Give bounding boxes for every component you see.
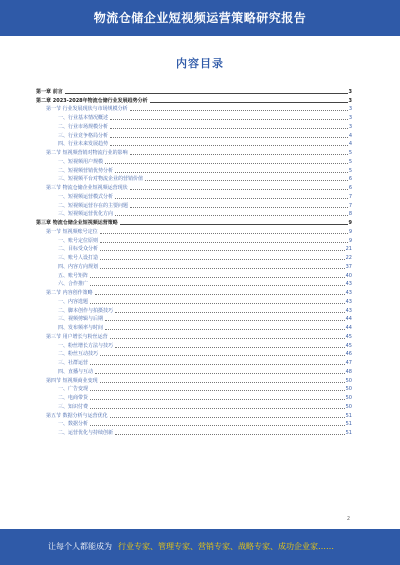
dot-leader	[90, 364, 345, 365]
toc-entry-label: 二、行业市场规模分析	[58, 123, 109, 130]
toc-entry-label: 第三节 物流仓储企业短视频运营现状	[46, 185, 128, 191]
toc-entry[interactable]	[36, 401, 352, 410]
dot-leader	[90, 303, 345, 304]
dot-leader	[105, 320, 345, 321]
toc-entry[interactable]	[36, 121, 352, 130]
toc-entry-page: 7	[348, 193, 352, 200]
toc-entry-label: 三、社群运营	[58, 360, 89, 366]
dot-leader	[110, 338, 345, 339]
toc-entry[interactable]	[36, 261, 352, 270]
dot-leader	[115, 347, 345, 348]
toc-entry-label: 第二节 内容创作策略	[46, 290, 93, 296]
toc-entry-page: 51	[345, 421, 352, 428]
dot-leader	[130, 207, 348, 208]
table-of-contents	[36, 86, 352, 436]
toc-entry[interactable]	[36, 217, 352, 226]
toc-entry[interactable]	[36, 375, 352, 384]
dot-leader	[95, 373, 345, 374]
toc-entry-label: 三、视频剪辑与后期	[58, 316, 104, 323]
dot-leader	[150, 102, 348, 103]
toc-entry-page: 4	[348, 141, 352, 148]
toc-entry[interactable]	[36, 410, 352, 419]
toc-entry[interactable]	[36, 209, 352, 218]
toc-entry[interactable]	[36, 235, 352, 244]
toc-entry-label: 第三节 用户增长与粉丝运营	[46, 333, 108, 340]
toc-entry-page: 43	[345, 281, 352, 288]
toc-entry-page: 45	[345, 333, 352, 340]
toc-entry[interactable]	[36, 252, 352, 261]
toc-entry-page: 43	[345, 307, 352, 314]
toc-entry-label: 二、电商带货	[58, 395, 89, 401]
toc-entry[interactable]	[36, 419, 352, 428]
toc-entry-page: 7	[348, 202, 352, 209]
toc-entry-label: 二、粉丝互动技巧	[58, 351, 99, 358]
dot-leader	[90, 390, 345, 391]
toc-entry-page: 50	[345, 403, 352, 410]
toc-entry[interactable]	[36, 331, 352, 340]
header-banner	[0, 0, 400, 36]
toc-entry[interactable]	[36, 112, 352, 121]
dot-leader	[145, 180, 348, 181]
toc-entry-label: 四、行业未来发展趋势	[58, 141, 109, 148]
toc-entry-label: 二、脚本创作与拍摄技巧	[58, 307, 114, 314]
dot-leader	[115, 215, 348, 216]
dot-leader	[90, 425, 345, 426]
toc-entry-label: 三、知识付费	[58, 403, 89, 410]
dot-leader	[100, 382, 345, 383]
toc-entry-page: 3	[348, 106, 352, 113]
toc-entry-page: 46	[345, 351, 352, 358]
toc-entry-page: 4	[348, 132, 352, 139]
toc-entry-label: 一、短视频用户规模	[58, 158, 104, 165]
toc-entry[interactable]	[36, 86, 352, 95]
toc-entry-page: 3	[348, 88, 352, 95]
toc-entry-page: 47	[345, 360, 352, 366]
toc-entry-page: 9	[348, 220, 352, 226]
dot-leader	[95, 294, 345, 295]
toc-entry-label: 第四节 短视频商业变现	[46, 377, 98, 384]
footer-slogan-roles: 行业专家、管理专家、营销专家、战略专家、成功企业家……	[118, 542, 334, 551]
toc-entry-label: 三、短视频平台对物流企业的营销价值	[58, 176, 144, 183]
toc-entry-page: 5	[348, 150, 352, 156]
toc-entry-page: 43	[345, 290, 352, 296]
toc-heading: 内容目录	[176, 57, 224, 70]
toc-entry-label: 三、短视频运营优化方向	[58, 211, 114, 218]
toc-entry-label: 一、广告变现	[58, 386, 89, 393]
toc-entry-page: 48	[345, 368, 352, 375]
toc-entry-label: 四、内容方向规划	[58, 263, 99, 270]
dot-leader	[100, 250, 345, 251]
toc-entry-page: 22	[345, 255, 352, 261]
dot-leader	[105, 329, 345, 330]
toc-entry-page: 6	[348, 176, 352, 183]
dot-leader	[115, 434, 345, 435]
toc-entry-page: 50	[345, 377, 352, 384]
toc-entry-label: 五、账号矩阵	[58, 272, 89, 279]
toc-entry[interactable]	[36, 279, 352, 288]
toc-entry[interactable]	[36, 349, 352, 358]
toc-entry[interactable]	[36, 104, 352, 113]
toc-entry[interactable]	[36, 384, 352, 393]
dot-leader	[100, 242, 348, 243]
toc-entry-page: 51	[345, 430, 352, 436]
toc-entry-page: 44	[345, 325, 352, 331]
toc-entry-page: 50	[345, 395, 352, 401]
dot-leader	[130, 154, 348, 155]
toc-entry-page: 21	[345, 246, 352, 253]
toc-entry[interactable]	[36, 314, 352, 323]
toc-entry-label: 一、行业基本情况概述	[58, 115, 109, 121]
toc-entry[interactable]	[36, 200, 352, 209]
toc-entry-label: 第五节 数据分析与运营优化	[46, 412, 108, 419]
toc-entry-page: 9	[348, 237, 352, 244]
dot-leader	[115, 198, 348, 199]
toc-entry[interactable]	[36, 366, 352, 375]
toc-entry-page: 3	[348, 115, 352, 121]
dot-leader	[130, 110, 348, 111]
toc-entry-page: 37	[345, 263, 352, 270]
toc-entry-page: 5	[348, 158, 352, 165]
dot-leader	[105, 163, 348, 164]
toc-entry-label: 二、短视频营销优势分析	[58, 167, 114, 174]
toc-entry-label: 二、运营优化与持续创新	[58, 430, 114, 436]
toc-entry-label: 二、目标受众分析	[58, 246, 99, 253]
toc-entry-page: 50	[345, 386, 352, 393]
dot-leader	[90, 399, 345, 400]
toc-entry-page: 44	[345, 316, 352, 323]
dot-leader	[110, 145, 348, 146]
toc-entry-page: 45	[345, 342, 352, 349]
toc-entry[interactable]	[36, 270, 352, 279]
toc-entry-label: 第二章 2023-2028年物流仓储行业发展趋势分析	[36, 97, 148, 104]
toc-entry-page: 43	[345, 298, 352, 305]
report-title: 物流仓储企业短视频运营策略研究报告	[93, 11, 307, 25]
toc-entry[interactable]	[36, 357, 352, 366]
toc-entry-label: 第二节 短视频营销对物流行业的影响	[46, 150, 128, 156]
toc-entry[interactable]	[36, 165, 352, 174]
toc-entry-page: 3	[348, 123, 352, 130]
toc-entry[interactable]	[36, 130, 352, 139]
dot-leader	[100, 259, 345, 260]
footer-banner	[0, 529, 400, 565]
toc-entry[interactable]	[36, 287, 352, 296]
toc-entry-label: 一、内容选题	[58, 298, 89, 305]
toc-entry-page: 40	[345, 272, 352, 279]
toc-entry-page: 9	[348, 228, 352, 235]
dot-leader	[65, 93, 348, 94]
dot-leader	[110, 119, 348, 120]
toc-entry[interactable]	[36, 174, 352, 183]
dot-leader	[100, 355, 345, 356]
toc-entry[interactable]	[36, 296, 352, 305]
toc-entry[interactable]	[36, 182, 352, 191]
toc-entry[interactable]	[36, 147, 352, 156]
toc-entry[interactable]	[36, 322, 352, 331]
toc-entry[interactable]	[36, 305, 352, 314]
dot-leader	[130, 189, 348, 190]
toc-entry[interactable]	[36, 139, 352, 148]
toc-entry-label: 三、行业竞争格局分析	[58, 132, 109, 139]
dot-leader	[115, 172, 348, 173]
toc-entry-page: 3	[348, 97, 352, 104]
toc-entry[interactable]	[36, 95, 352, 104]
dot-leader	[90, 285, 345, 286]
toc-entry[interactable]	[36, 156, 352, 165]
toc-entry-label: 第三章 物流仓储企业短视频运营策略	[36, 220, 118, 226]
toc-entry-label: 一、短视频运营模式分析	[58, 193, 114, 200]
dot-leader	[115, 312, 345, 313]
toc-entry-label: 第一章 前言	[36, 88, 63, 95]
toc-entry-page: 8	[348, 211, 352, 218]
footer-slogan-lead: 让每个人都能成为	[48, 542, 112, 551]
toc-entry-label: 六、合作推广	[58, 281, 89, 288]
toc-entry[interactable]	[36, 340, 352, 349]
toc-entry-page: 5	[348, 167, 352, 174]
page-number: 2	[346, 516, 350, 522]
toc-entry[interactable]	[36, 191, 352, 200]
toc-entry-label: 第一节 行业发展现状与市场规模分析	[46, 106, 128, 113]
toc-entry-page: 51	[345, 412, 352, 419]
toc-entry-page: 6	[348, 185, 352, 191]
dot-leader	[110, 128, 348, 129]
dot-leader	[120, 224, 348, 225]
dot-leader	[90, 408, 345, 409]
toc-entry[interactable]	[36, 244, 352, 253]
toc-entry-label: 二、短视频运营存在的主要问题	[58, 202, 129, 209]
dot-leader	[110, 137, 348, 138]
toc-entry-label: 四、发布频率与时间	[58, 325, 104, 331]
toc-entry-label: 三、账号人设打造	[58, 255, 99, 261]
toc-entry-label: 四、直播与互动	[58, 368, 94, 375]
dot-leader	[110, 417, 345, 418]
dot-leader	[90, 277, 345, 278]
toc-entry-label: 第一节 短视频账号定位	[46, 228, 98, 235]
toc-entry-label: 一、粉丝增长方法与技巧	[58, 342, 114, 349]
toc-entry[interactable]	[36, 392, 352, 401]
toc-entry-label: 一、数据分析	[58, 421, 89, 428]
toc-entry[interactable]	[36, 226, 352, 235]
toc-entry[interactable]	[36, 427, 352, 436]
toc-entry-label: 一、账号定位原则	[58, 237, 99, 244]
dot-leader	[100, 233, 348, 234]
dot-leader	[100, 268, 345, 269]
